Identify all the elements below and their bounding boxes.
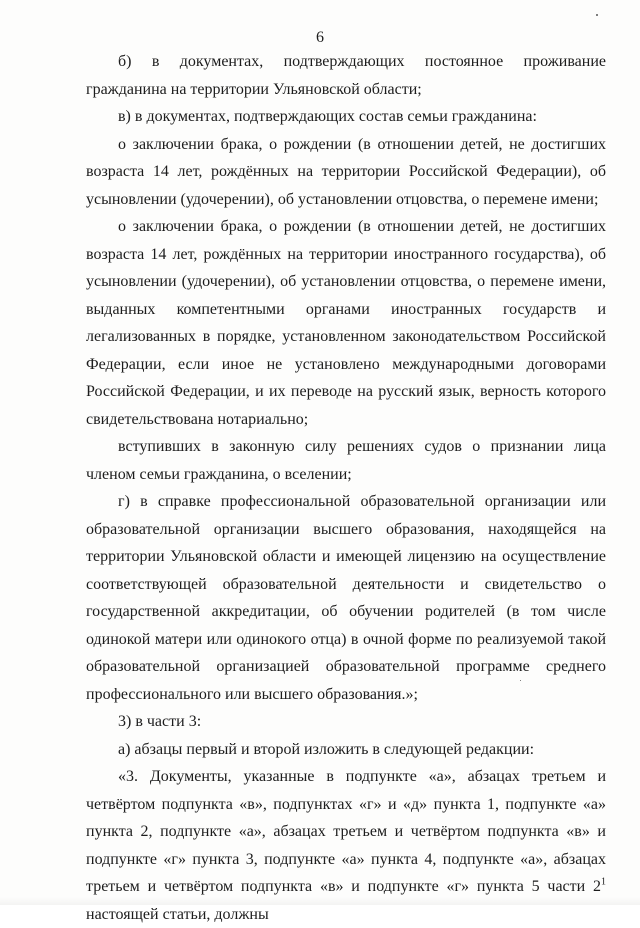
quote-3-text: «3. Документы, указанные в подпункте «а», абзацах третьем и четвёртом подпункта «в», подпунктах «г» и «д» пункта 1, подпункте «а» пункта 2, подпункте «а», абзацах третьем и четвёртом подпункта «в» и подпункте «г» пункта 3, подпункте «а» пункта 4, подпункте «а», абзацах третьем и четвёртом подпункта «в» и подпункте «г» пункта 5 части 2	[86, 768, 606, 895]
scan-speck	[596, 14, 598, 16]
paragraph-part-3: 3) в части 3:	[118, 713, 202, 730]
paragraph-v-item-1: о заключении брака, о рождении (в отношении детей, не достигших возраста 14 лет, рождённых на территории Российской Федерации), об усыновлении (удочерении), об установлении отцовства, о перемене имени;	[86, 135, 606, 208]
paragraph-g: г) в справке профессиональной образовательной организации или образовательной организации высшего образования, находящейся на территории Ульяновской области и имеющей лицензию на осуществление соответствующей образовательной деятельности и свидетельство о государственной аккредитации, об обучении родителей (в том числе одинокой матери или одинокого отца) в очной форме по реализуемой такой образовательной организацией образовательной программе среднего профессионального или высшего образования.»;	[86, 493, 606, 703]
paragraph-v: в) в документах, подтверждающих состав семьи гражданина:	[118, 108, 537, 125]
quote-3-tail: настоящей статьи, должны	[86, 905, 269, 923]
scan-edge-shadow	[0, 897, 640, 905]
superscript-mark: 1	[601, 876, 606, 888]
document-body	[86, 48, 606, 928]
paragraph-v-item-2: о заключении брака, о рождении (в отношении детей, не достигших возраста 14 лет, рождённых на территории иностранного государства), об усыновлении (удочерении), об установлении отцовства, о перемене имени, выданных компетентными органами иностранных государств и легализованных в порядке, установленном законодательством Российской Федерации, если иное не установлено международными договорами Российской Федерации, и их переводе на русский язык, верность которого свидетельствована нотариально;	[86, 218, 606, 428]
paragraph-b: б) в документах, подтверждающих постоянное проживание гражданина на территории Ульяновской области;	[86, 53, 606, 98]
scan-speck	[520, 680, 521, 681]
paragraph-a-amend: а) абзацы первый и второй изложить в следующей редакции:	[118, 740, 535, 758]
paragraph-v-item-3: вступивших в законную силу решениях судов о признании лица членом семьи гражданина, о вселении;	[86, 438, 606, 483]
page-number: 6	[316, 29, 324, 46]
